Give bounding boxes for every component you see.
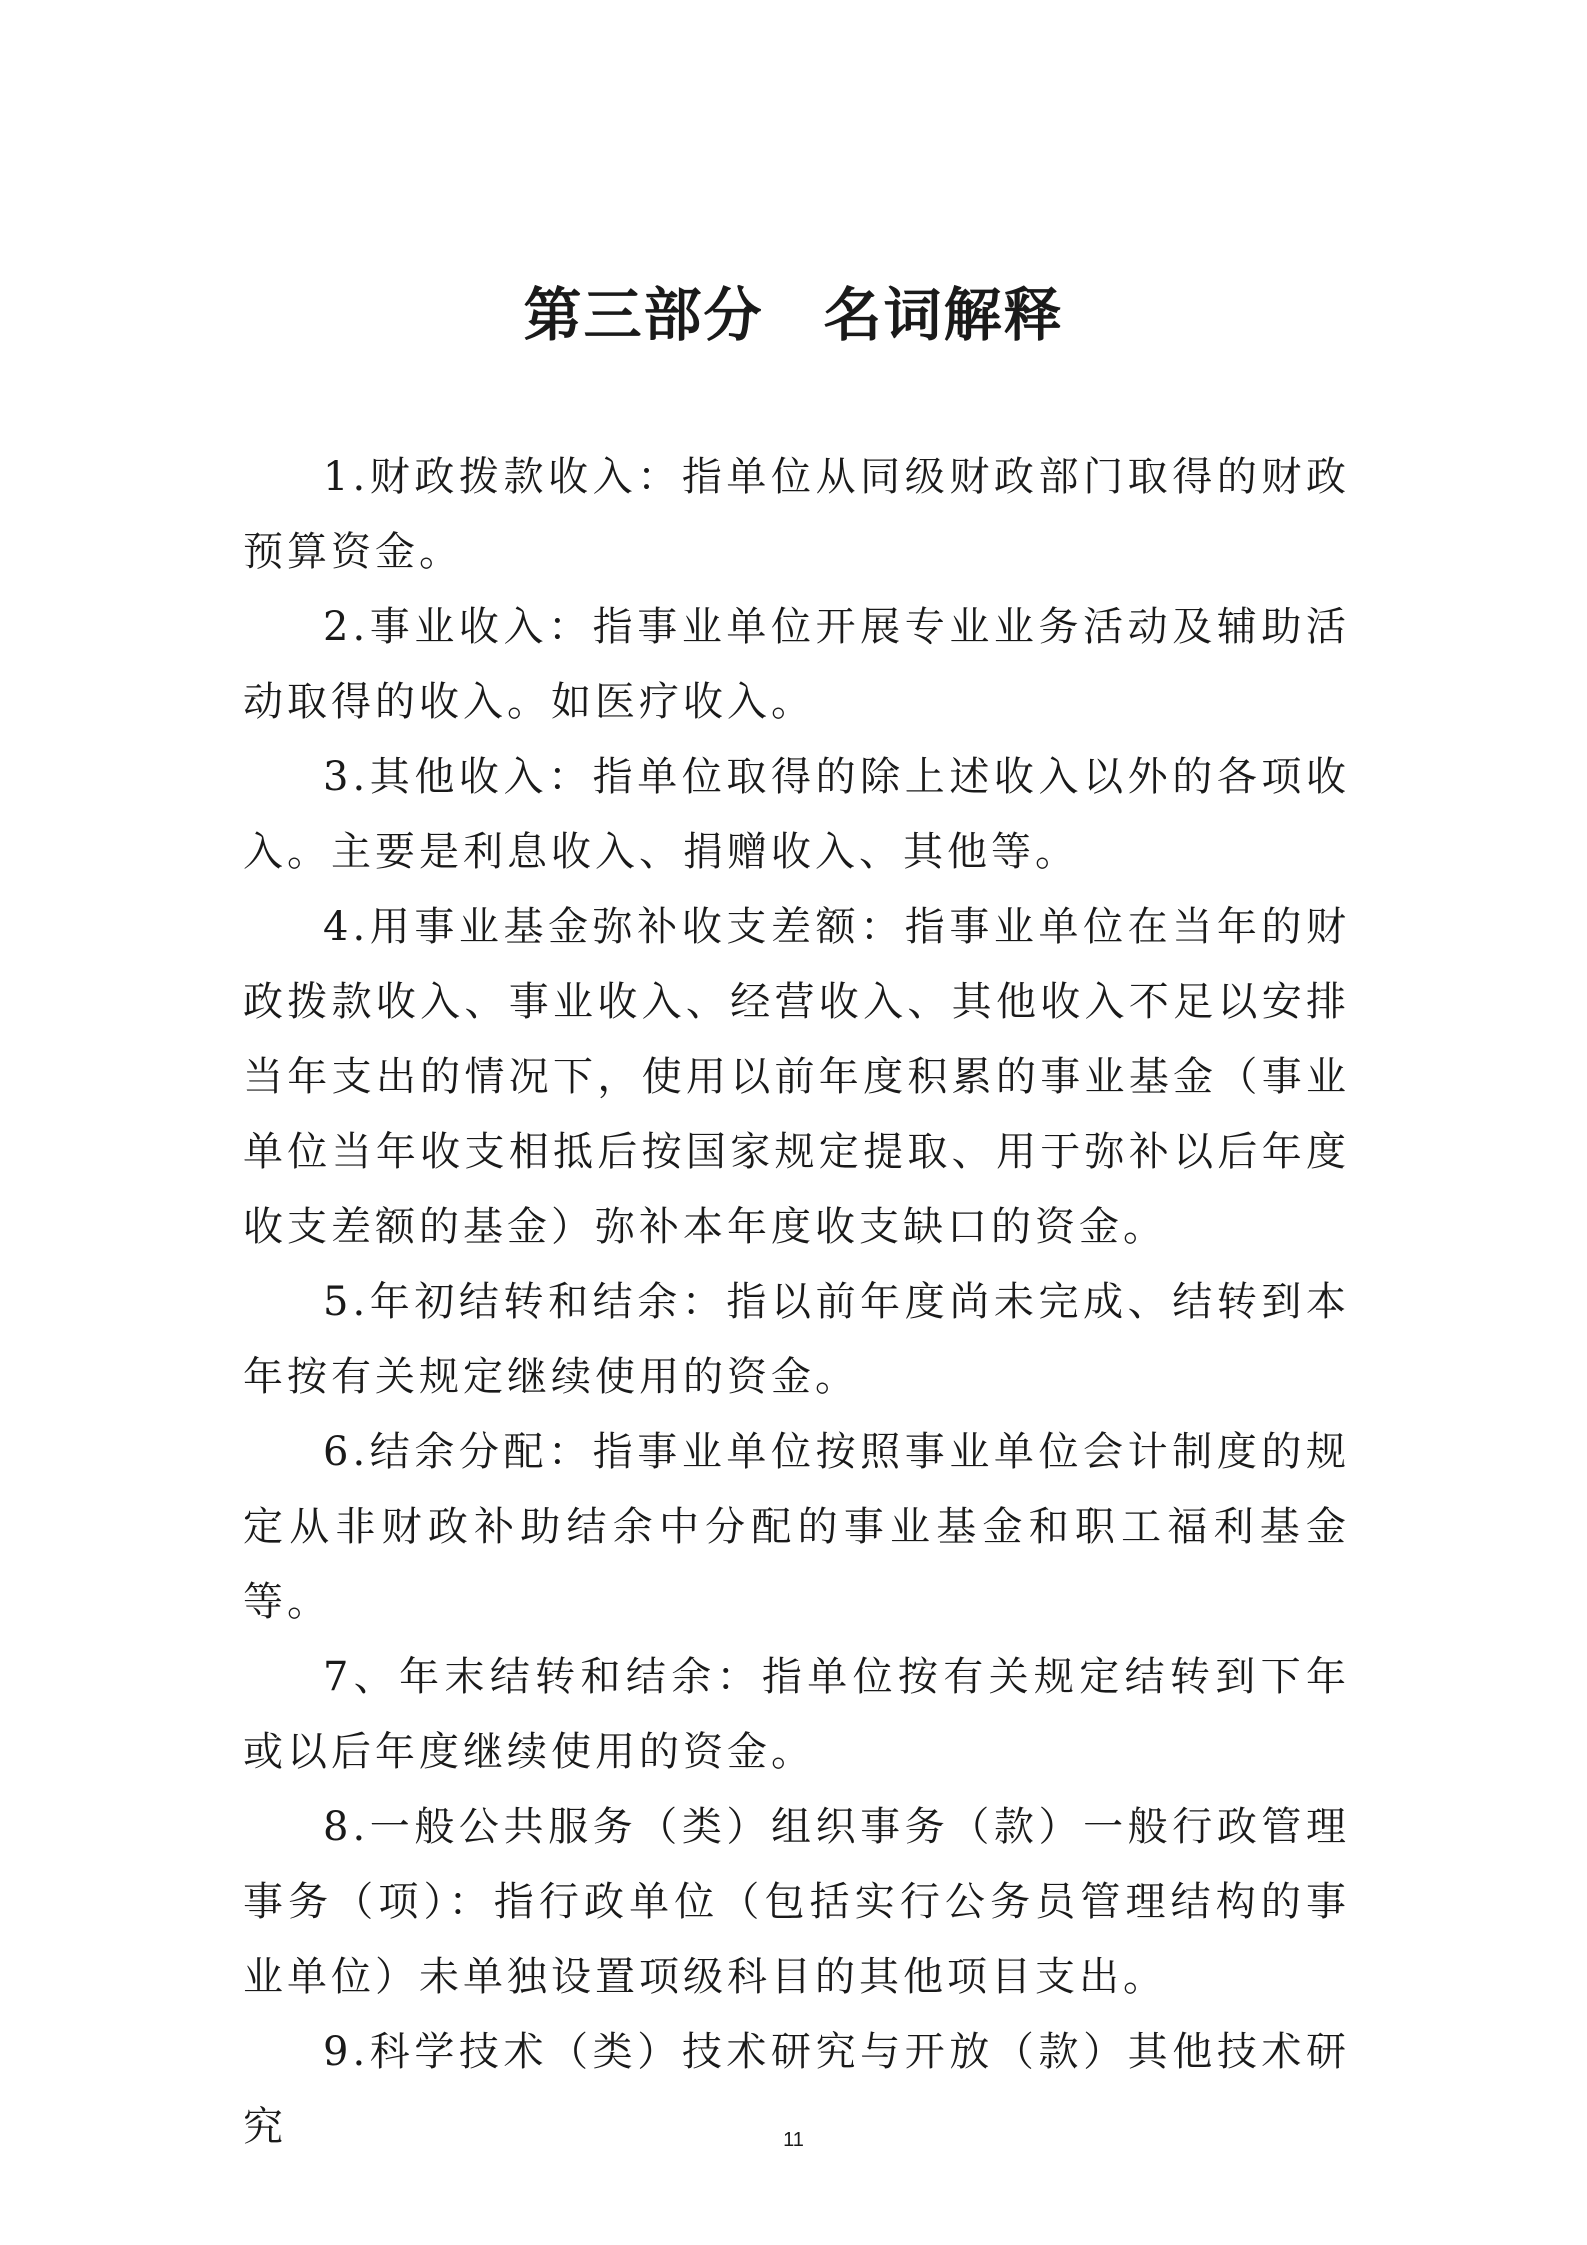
document-body: [243, 440, 1350, 2165]
paragraph-3: 3.其他收入：指单位取得的除上述收入以外的各项收入。主要是利息收入、捐赠收入、其他等。: [243, 754, 1350, 875]
page-title: 第三部分 名词解释: [523, 281, 1064, 349]
paragraph-4: 4.用事业基金弥补收支差额：指事业单位在当年的财政拨款收入、事业收入、经营收入、其他收入不足以安排当年支出的情况下，使用以前年度积累的事业基金（事业单位当年收支相抵后按国家规定提取、用于弥补以后年度收支差额的基金）弥补本年度收支缺口的资金。: [243, 904, 1350, 1250]
paragraph-9: 9.科学技术（类）技术研究与开放（款）其他技术研究: [243, 2029, 1350, 2150]
paragraph-2: 2.事业收入：指事业单位开展专业业务活动及辅助活动取得的收入。如医疗收入。: [243, 604, 1350, 725]
paragraph-8: 8.一般公共服务（类）组织事务（款）一般行政管理事务（项）：指行政单位（包括实行公务员管理结构的事业单位）未单独设置项级科目的其他项目支出。: [243, 1804, 1350, 2000]
paragraph-5: 5.年初结转和结余：指以前年度尚未完成、结转到本年按有关规定继续使用的资金。: [243, 1279, 1350, 1400]
paragraph-6: 6.结余分配：指事业单位按照事业单位会计制度的规定从非财政补助结余中分配的事业基金和职工福利基金等。: [243, 1429, 1350, 1625]
paragraph-1: 1.财政拨款收入：指单位从同级财政部门取得的财政预算资金。: [243, 454, 1350, 575]
paragraph-7: 7、年末结转和结余：指单位按有关规定结转到下年或以后年度继续使用的资金。: [243, 1654, 1350, 1775]
page-number: 11: [783, 2129, 804, 2151]
